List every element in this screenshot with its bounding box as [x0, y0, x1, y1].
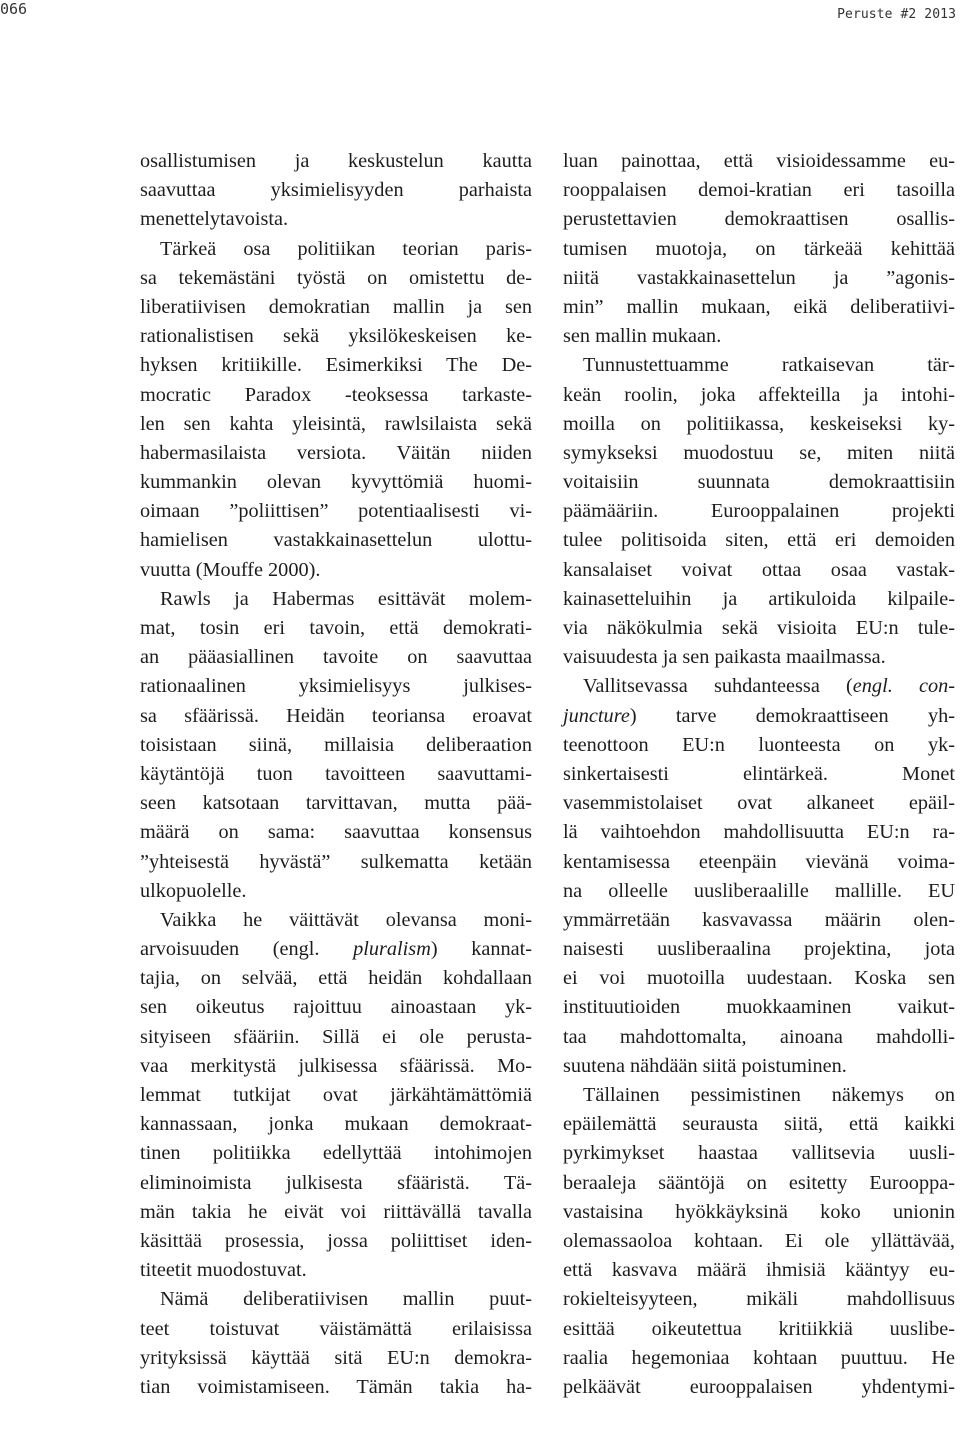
text-line: epäilemättä seurausta siitä, että kaikki	[563, 1113, 955, 1136]
text-line: ymmärretään kasvavassa määrin olen-	[563, 908, 955, 931]
text-line: ei voi muotoilla uudestaan. Koska sen	[563, 967, 955, 990]
text-line: käytäntöjä tuon tavoitteen saavuttami-	[140, 762, 532, 785]
text-line: kannassaan, jonka mukaan demokraat-	[140, 1113, 532, 1136]
left-text-column	[140, 147, 532, 1402]
text-line: liberatiivisen demokratian mallin ja sen	[140, 295, 532, 318]
text-line: mocratic Paradox -teoksessa tarkaste-	[140, 383, 532, 406]
text-line: lemmat tutkijat ovat järkähtämättömiä	[140, 1084, 532, 1106]
text-line: tinen politiikka edellyttää intohimojen	[140, 1142, 532, 1165]
text-line: teenottoon EU:n luonteesta on yk-	[563, 733, 955, 756]
text-line: an pääasiallinen tavoite on saavuttaa	[140, 646, 532, 669]
text-line: kummankin olevan kyvyttömiä huomi-	[140, 471, 532, 494]
text-line: sa tekemästäni työstä on omistettu de-	[140, 266, 532, 289]
text-line: Vaikka he väittävät olevansa moni-	[160, 908, 532, 931]
text-line: päämääriin. Eurooppalainen projekti	[563, 500, 955, 523]
text-line: rooppalaisen demoi-kratian eri tasoilla	[563, 179, 955, 202]
text-line: perustettavien demokraattisen osallis-	[563, 208, 955, 231]
text-line: kansalaiset voivat ottaa osaa vastak-	[563, 558, 955, 581]
text-line: vastaisina hyökkäyksinä koko unionin	[563, 1200, 955, 1223]
text-line: kainasetteluihin ja artikuloida kilpaile-	[563, 587, 955, 610]
text-line: vuutta (Mouffe 2000).	[140, 558, 321, 581]
text-line: menettelytavoista.	[140, 208, 289, 231]
text-line: moilla on politiikassa, keskeiseksi ky-	[563, 412, 955, 435]
text-line: taa mahdottomalta, ainoana mahdolli-	[563, 1025, 955, 1048]
text-line: niitä vastakkainasettelun ja ”agonis-	[563, 266, 955, 289]
text-line: osallistumisen ja keskustelun kautta	[140, 150, 532, 172]
text-line: na olleelle uusliberaalille mallille. EU	[563, 879, 955, 902]
text-line: voitaisiin suunnata demokraattisiin	[563, 471, 955, 494]
text-line: hamielisen vastakkainasettelun ulottu-	[140, 529, 532, 552]
text-line: tumisen muotoja, on tärkeää kehittää	[563, 237, 955, 260]
text-line: ulkopuolelle.	[140, 879, 247, 902]
text-line: keän roolin, joka affekteilla ja intohi-	[563, 383, 955, 406]
text-line: yrityksissä käyttää sitä EU:n demokra-	[140, 1346, 532, 1369]
text-line: raalia hegemoniaa kohtaan puuttuu. He	[563, 1346, 955, 1369]
text-line: ”yhteisestä hyvästä” sulkematta ketään	[140, 850, 532, 873]
text-line: Vallitsevassa suhdanteessa (engl. con-	[583, 675, 955, 698]
text-line: vaa merkitystä julkisessa sfäärissä. Mo-	[140, 1054, 532, 1077]
text-line: vaisuudesta ja sen paikasta maailmassa.	[563, 646, 886, 669]
text-line: että kasvava määrä ihmisiä kääntyy eu-	[563, 1259, 955, 1282]
text-line: teet toistuvat väistämättä erilaisissa	[140, 1317, 532, 1340]
text-line: titeetit muodostuvat.	[140, 1259, 307, 1282]
text-line: tajia, on selvää, että heidän kohdallaan	[140, 967, 532, 990]
text-line: rokielteisyyteen, mikäli mahdollisuus	[563, 1288, 955, 1311]
text-line: naisesti uusliberaalina projektina, jota	[563, 938, 955, 961]
text-line: sinkertaisesti elintärkeä. Monet	[563, 762, 955, 785]
text-line: lä vaihtoehdon mahdollisuutta EU:n ra-	[563, 821, 955, 844]
text-line: via näkökulmia sekä visioita EU:n tule-	[563, 617, 955, 639]
text-line: Tällainen pessimistinen näkemys on	[583, 1084, 955, 1106]
text-line: Tunnustettuamme ratkaisevan tär-	[583, 354, 955, 377]
text-line: seen katsotaan tarvittavan, mutta pää-	[140, 792, 532, 815]
text-line: instituutioiden muokkaaminen vaikut-	[563, 996, 955, 1019]
text-line: eliminoimista julkisesta sfääristä. Tä-	[140, 1171, 532, 1194]
right-text-column	[563, 147, 955, 1402]
text-line: tian voimistamiseen. Tämän takia ha-	[140, 1375, 532, 1398]
text-line: Nämä deliberatiivisen mallin puut-	[160, 1288, 532, 1311]
text-line: luan painottaa, että visioidessamme eu-	[563, 150, 955, 172]
text-line: Rawls ja Habermas esittävät molem-	[160, 587, 532, 610]
text-line: kentamisessa eteenpäin vievänä voima-	[563, 850, 955, 873]
text-line: esittää oikeutettua kritiikkiä uuslibe-	[563, 1317, 955, 1340]
text-line: min” mallin mukaan, eikä deliberatiivi-	[563, 295, 955, 318]
text-line: len sen kahta yleisintä, rawlsilaista sekä	[140, 412, 532, 435]
text-line: suutena nähdään siitä poistuminen.	[563, 1054, 847, 1077]
text-line: juncture) tarve demokraattiseen yh-	[563, 704, 955, 727]
text-line: män takia he eivät voi riittävällä tavalla	[140, 1200, 532, 1223]
text-line: beraaleja sääntöjä on esitetty Eurooppa-	[563, 1171, 955, 1194]
text-line: sen oikeutus rajoittuu ainoastaan yk-	[140, 996, 532, 1019]
text-line: pelkäävät eurooppalaisen yhdentymi-	[563, 1375, 955, 1398]
text-line: sityiseen sfääriin. Sillä ei ole perusta-	[140, 1025, 532, 1048]
text-line: toisistaan siinä, millaisia deliberaation	[140, 733, 532, 756]
text-line: saavuttaa yksimielisyyden parhaista	[140, 179, 532, 202]
text-line: rationaalinen yksimielisyys julkises-	[140, 675, 532, 698]
text-line: määrä on sama: saavuttaa konsensus	[140, 821, 532, 844]
text-line: käsittää prosessia, jossa poliittiset iden-	[140, 1229, 532, 1252]
text-line: oimaan ”poliittisen” potentiaalisesti vi-	[140, 500, 532, 523]
text-line: hyksen kritiikille. Esimerkiksi The De-	[140, 354, 532, 377]
page-number: 066	[0, 0, 28, 18]
text-line: rationalistisen sekä yksilökeskeisen ke-	[140, 325, 532, 348]
text-line: pyrkimykset haastaa vallitsevia uusli-	[563, 1142, 955, 1165]
text-line: vasemmistolaiset ovat alkaneet epäil-	[563, 792, 955, 815]
text-line: symykseksi muodostuu se, miten niitä	[563, 441, 955, 464]
text-line: sa sfäärissä. Heidän teoriansa eroavat	[140, 704, 532, 727]
running-header: Peruste #2 2013	[837, 7, 956, 22]
text-line: tulee politisoida siten, että eri demoiden	[563, 529, 955, 552]
text-line: Tärkeä osa politiikan teorian paris-	[160, 237, 532, 260]
text-line: mat, tosin eri tavoin, että demokrati-	[140, 617, 532, 639]
text-line: sen mallin mukaan.	[563, 325, 722, 348]
text-line: habermasilaista versiota. Väitän niiden	[140, 441, 532, 464]
text-line: olemassaoloa kohtaan. Ei ole yllättävää,	[563, 1229, 955, 1252]
text-line: arvoisuuden (engl. pluralism) kannat-	[140, 938, 533, 961]
